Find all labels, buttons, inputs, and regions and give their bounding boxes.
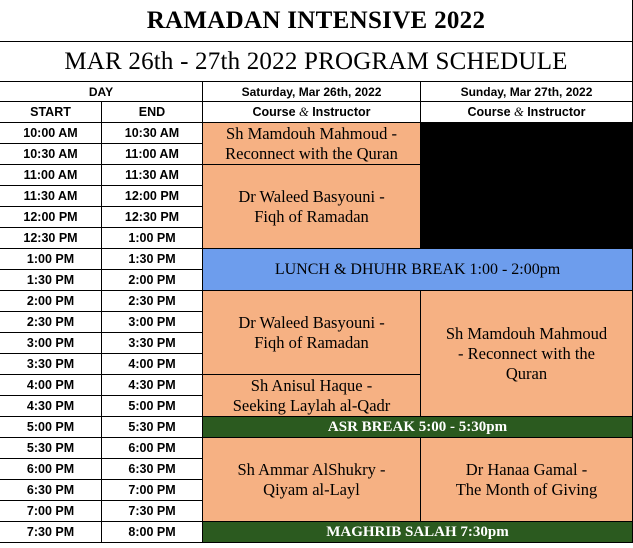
slot-start-time: 5:30 PM — [0, 438, 102, 459]
unscheduled-block — [421, 123, 633, 249]
session-text-line: MAGHRIB SALAH 7:30pm — [326, 523, 509, 540]
course-label-post: Instructor — [308, 105, 371, 119]
header-day: DAY — [0, 82, 203, 102]
course-label-pre: Course — [467, 105, 514, 119]
session-text-line: The Month of Giving — [455, 479, 598, 499]
slot-end-time: 7:00 PM — [102, 480, 203, 501]
session-text-line: Fiqh of Ramadan — [254, 206, 369, 226]
slot-start-time: 10:30 AM — [0, 144, 102, 165]
slot-start-time: 2:00 PM — [0, 291, 102, 312]
page-title: RAMADAN INTENSIVE 2022 — [0, 0, 633, 42]
slot-start-time: 12:30 PM — [0, 228, 102, 249]
session-text-line: Seeking Laylah al-Qadr — [232, 395, 391, 415]
session-text-line: Dr Waleed Basyouni - — [238, 186, 385, 206]
slot-end-time: 1:00 PM — [102, 228, 203, 249]
slot-end-time: 5:30 PM — [102, 417, 203, 438]
session-text-line: Quran — [505, 363, 548, 383]
slot-end-time: 6:00 PM — [102, 438, 203, 459]
slot-end-time: 11:30 AM — [102, 165, 203, 186]
header-course-saturday — [203, 102, 421, 123]
slot-start-time: 1:30 PM — [0, 270, 102, 291]
header-end: END — [102, 102, 203, 123]
slot-start-time: 1:00 PM — [0, 249, 102, 270]
slot-start-time: 10:00 AM — [0, 123, 102, 144]
slot-end-time: 1:30 PM — [102, 249, 203, 270]
slot-end-time: 8:00 PM — [102, 522, 203, 543]
slot-start-time: 4:00 PM — [0, 375, 102, 396]
course-label-pre: Course — [252, 105, 299, 119]
header-course-sunday — [421, 102, 633, 123]
course-label-amp: & — [299, 104, 309, 119]
slot-start-time: 6:00 PM — [0, 459, 102, 480]
session-text-line: Reconnect with the Quran — [225, 143, 398, 163]
slot-start-time: 11:30 AM — [0, 186, 102, 207]
slot-start-time: 2:30 PM — [0, 312, 102, 333]
slot-start-time: 7:30 PM — [0, 522, 102, 543]
course-label-post: Instructor — [523, 105, 586, 119]
slot-start-time: 4:30 PM — [0, 396, 102, 417]
page-subtitle: MAR 26th - 27th 2022 PROGRAM SCHEDULE — [0, 42, 633, 82]
slot-end-time: 4:30 PM — [102, 375, 203, 396]
session-text-line: LUNCH & DHUHR BREAK 1:00 - 2:00pm — [274, 260, 561, 278]
session-text-line: Dr Waleed Basyouni - — [238, 312, 385, 332]
slot-end-time: 2:30 PM — [102, 291, 203, 312]
session-text-line: Sh Mamdouh Mahmoud — [445, 323, 608, 343]
slot-start-time: 7:00 PM — [0, 501, 102, 522]
session-block — [203, 438, 421, 522]
session-text-line: Sh Anisul Haque - — [250, 375, 373, 395]
slot-start-time: 6:30 PM — [0, 480, 102, 501]
session-block — [421, 291, 633, 417]
slot-end-time: 5:00 PM — [102, 396, 203, 417]
slot-end-time: 7:30 PM — [102, 501, 203, 522]
slot-end-time: 10:30 AM — [102, 123, 203, 144]
slot-start-time: 12:00 PM — [0, 207, 102, 228]
session-text-line: Dr Hanaa Gamal - — [465, 459, 588, 479]
session-block — [203, 375, 421, 417]
slot-end-time: 11:00 AM — [102, 144, 203, 165]
session-text-line: ASR BREAK 5:00 - 5:30pm — [327, 418, 508, 435]
slot-start-time: 3:00 PM — [0, 333, 102, 354]
slot-end-time: 12:30 PM — [102, 207, 203, 228]
header-sunday: Sunday, Mar 27th, 2022 — [421, 82, 633, 102]
slot-end-time: 3:00 PM — [102, 312, 203, 333]
slot-start-time: 11:00 AM — [0, 165, 102, 186]
session-block — [203, 165, 421, 249]
session-block — [421, 438, 633, 522]
session-text-line: Fiqh of Ramadan — [254, 332, 369, 352]
break-banner — [203, 522, 633, 543]
slot-start-time: 3:30 PM — [0, 354, 102, 375]
lunch-break-banner — [203, 249, 633, 291]
session-text-line: Sh Ammar AlShukry - — [237, 459, 386, 479]
break-banner — [203, 417, 633, 438]
slot-end-time: 3:30 PM — [102, 333, 203, 354]
session-text-line: Qiyam al-Layl — [263, 479, 360, 499]
session-block — [203, 291, 421, 375]
slot-end-time: 6:30 PM — [102, 459, 203, 480]
session-text-line: - Reconnect with the — [458, 343, 595, 363]
slot-end-time: 12:00 PM — [102, 186, 203, 207]
header-start: START — [0, 102, 102, 123]
slot-end-time: 2:00 PM — [102, 270, 203, 291]
session-block — [203, 123, 421, 165]
slot-end-time: 4:00 PM — [102, 354, 203, 375]
course-label-amp: & — [514, 104, 524, 119]
slot-start-time: 5:00 PM — [0, 417, 102, 438]
header-saturday: Saturday, Mar 26th, 2022 — [203, 82, 421, 102]
session-text-line: Sh Mamdouh Mahmoud - — [226, 123, 397, 143]
